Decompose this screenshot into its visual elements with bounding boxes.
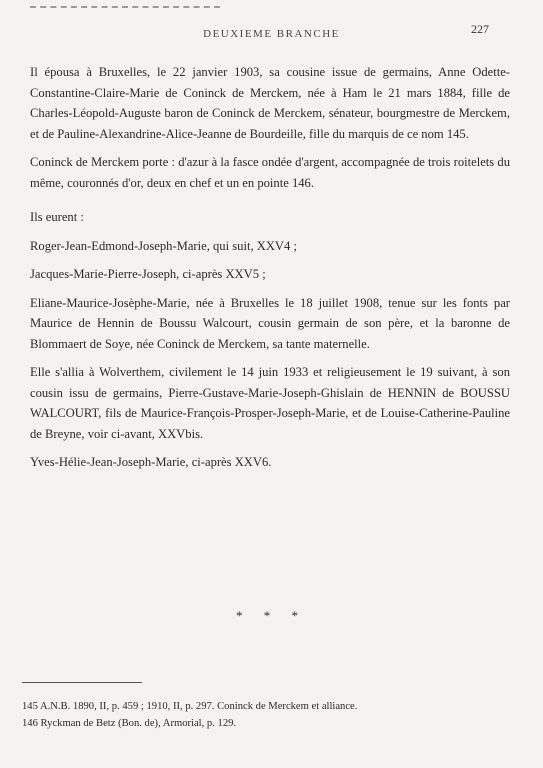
- footnotes: [22, 698, 492, 732]
- section-separator: * * *: [236, 608, 307, 623]
- paragraph-children-intro: Ils eurent :: [30, 210, 84, 224]
- top-edge-mark: [30, 6, 220, 12]
- page-number: 227: [471, 22, 489, 36]
- footnote-146: 146 Ryckman de Betz (Bon. de), Armorial, p. 129.: [22, 718, 237, 729]
- paragraph-eliane-marriage: Elle s'allia à Wolverthem, civilement le 14 juin 1933 et religieusement le 19 suivant, à son cousin issu de germains, Pierre-Gustave-Marie-Joseph-Ghislain de HENNIN de BOUSSU WALCOURT, fils de Maurice-François-Prosper-Joseph-Marie, et de Louise-Catherine-Pauline de Breyne, voir ci-avant, XXVbis.: [30, 365, 510, 441]
- body-text: [30, 62, 510, 473]
- paragraph-child-eliane: Eliane-Maurice-Josèphe-Marie, née à Bruxelles le 18 juillet 1908, tenue sur les fonts par Maurice de Hennin de Boussu Walcourt, cousin germain de son père, et la baronne de Blommaert de Soye, née Coninck de Merckem, sa tante maternelle.: [30, 295, 510, 351]
- footnote-145: 145 A.N.B. 1890, II, p. 459 ; 1910, II, p. 297. Coninck de Merckem et alliance.: [22, 701, 358, 712]
- paragraph-child-yves: Yves-Hélie-Jean-Joseph-Marie, ci-après XXV6.: [30, 455, 272, 469]
- paragraph-child-roger: Roger-Jean-Edmond-Joseph-Marie, qui suit, XXV4 ;: [30, 238, 297, 253]
- paragraph-marriage: Il épousa à Bruxelles, le 22 janvier 1903, sa cousine issue de germains, Anne Odette-Constantine-Claire-Marie de Coninck de Merckem, née à Ham le 21 mars 1884, fille de Charles-Léopold-Auguste baron de Coninck de Merckem, sénateur, bourgmestre de Merckem, et de Pauline-Alexandrine-Alice-Jeanne de Bourdeille, fille du marquis de ce nom 145.: [30, 65, 510, 141]
- paragraph-arms: Coninck de Merckem porte : d'azur à la fasce ondée d'argent, accompagnée de trois roitelets du même, couronnés d'or, deux en chef et un en pointe 146.: [30, 155, 510, 190]
- footnote-rule: [22, 682, 142, 683]
- paragraph-child-jacques: Jacques-Marie-Pierre-Joseph, ci-après XXV5 ;: [30, 267, 266, 281]
- running-head: DEUXIEME BRANCHE: [203, 28, 340, 40]
